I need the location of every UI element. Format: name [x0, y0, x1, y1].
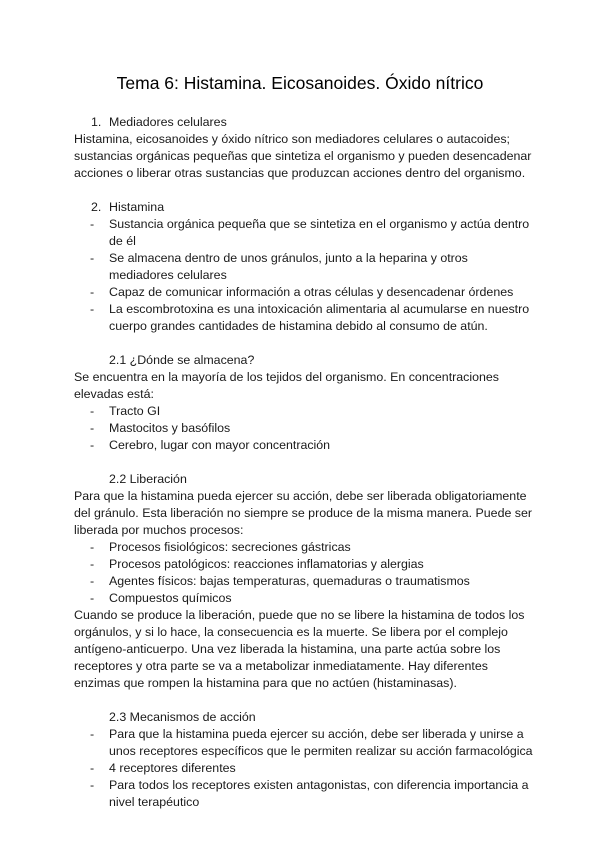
section-2-3-heading: 2.3 Mecanismos de acción — [109, 710, 256, 724]
section-2-1-paragraph: Se encuentra en la mayoría de los tejidos del organismo. En concentraciones elevadas está: — [74, 370, 499, 401]
section-2-list — [74, 216, 534, 335]
section-1-paragraph: Histamina, eicosanoides y óxido nítrico son mediadores celulares o autacoides; sustancias orgánicas pequeñas que sintetiza el organismo y pueden desencadenar acciones o liberar otras sustancias que produzcan acciones dentro del organismo. — [74, 132, 532, 180]
section-1-number: 1. — [91, 115, 102, 129]
section-2-1-list — [74, 403, 534, 454]
section-2-3-list — [74, 726, 534, 811]
list-item: - La escombrotoxina es una intoxicación alimentaria al acumularse en nuestro cuerpo grandes cantidades de histamina debido al consumo de atún. — [90, 302, 530, 333]
section-1-heading — [74, 114, 534, 131]
list-item: - Para que la histamina pueda ejercer su acción, debe ser liberada y unirse a unos receptores específicos que le permiten realizar su acción farmacológica — [90, 727, 533, 758]
list-item: - Sustancia orgánica pequeña que se sintetiza en el organismo y actúa dentro de él — [90, 217, 530, 248]
section-2-number: 2. — [91, 200, 102, 214]
list-item: - Se almacena dentro de unos gránulos, junto a la heparina y otros mediadores celulares — [90, 251, 468, 282]
section-1-title: Mediadores celulares — [109, 115, 227, 129]
list-item: - Agentes físicos: bajas temperaturas, quemaduras o traumatismos — [90, 574, 470, 588]
document-title: Tema 6: Histamina. Eicosanoides. Óxido nítrico — [116, 73, 484, 93]
list-item: - Compuestos químicos — [90, 591, 232, 605]
section-2-2-paragraph-2: Cuando se produce la liberación, puede que no se libere la histamina de todos los orgánulos, y si lo hace, la consecuencia es la muerte. Se libera por el complejo antígeno-anticuerpo. Una vez liberada la histamina, una parte actúa sobre los receptores y otra parte se va a metabolizar inmediatamente. Hay diferentes enzimas que rompen la histamina para que no actúen (histaminasas). — [74, 608, 525, 690]
document-body — [74, 114, 534, 811]
list-item: - Procesos fisiológicos: secreciones gástricas — [90, 540, 351, 554]
section-2-2-paragraph: Para que la histamina pueda ejercer su acción, debe ser liberada obligatoriamente del gránulo. Esta liberación no siempre se produce de la misma manera. Puede ser liberada por muchos procesos: — [74, 489, 533, 537]
list-item: - Tracto GI — [90, 404, 161, 418]
list-item: - 4 receptores diferentes — [90, 761, 236, 775]
section-2-title: Histamina — [109, 200, 165, 214]
list-item: - Mastocitos y basófilos — [90, 421, 231, 435]
list-item: - Para todos los receptores existen antagonistas, con diferencia importancia a nivel terapéutico — [90, 778, 529, 809]
section-2-2-heading: 2.2 Liberación — [109, 472, 187, 486]
list-item: - Cerebro, lugar con mayor concentración — [90, 438, 331, 452]
list-item: - Procesos patológicos: reacciones inflamatorias y alergias — [90, 557, 424, 571]
section-2-2-list — [74, 539, 534, 607]
list-item: - Capaz de comunicar información a otras células y desencadenar órdenes — [90, 285, 514, 299]
section-2-heading — [74, 199, 534, 216]
section-2-1-heading: 2.1 ¿Dónde se almacena? — [109, 353, 255, 367]
